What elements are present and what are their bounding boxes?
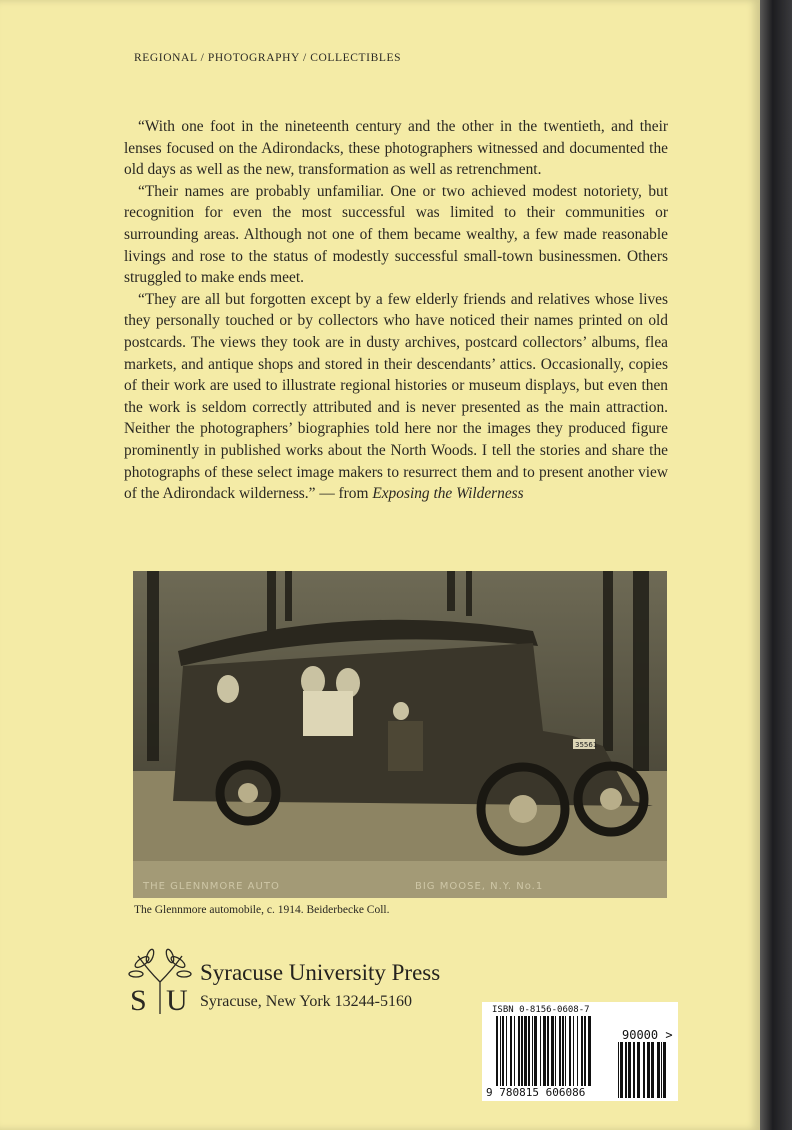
barcode-bar — [637, 1042, 640, 1098]
barcode-bar — [663, 1042, 666, 1098]
blurb-paragraph: “With one foot in the nineteenth century and the other in the twentieth, and their lenses focused on the Adirondacks, these photographers witnessed and documented the old days as well as the new, transformation as well as retrenchment. — [124, 118, 668, 179]
barcode-bar — [620, 1042, 623, 1098]
barcode-bar — [584, 1016, 586, 1086]
barcode-bar — [618, 1042, 619, 1098]
barcode-bar — [625, 1042, 627, 1098]
publisher-address: Syracuse, New York 13244-5160 — [200, 993, 412, 1010]
addon-number: 90000 > — [622, 1028, 673, 1042]
barcode-bar — [573, 1016, 574, 1086]
barcode-bar — [651, 1042, 654, 1098]
photo-inscription-left: THE GLENNMORE AUTO — [143, 881, 280, 892]
photo-caption: The Glennmore automobile, c. 1914. Beiderbecke Coll. — [134, 904, 390, 916]
barcode-bar — [528, 1016, 530, 1086]
barcode-bar — [581, 1016, 583, 1086]
barcode-bar — [518, 1016, 520, 1086]
addon-barcode-bars — [618, 1042, 668, 1098]
barcode-bar — [559, 1016, 561, 1086]
isbn-label: ISBN 0-8156-0608-7 — [492, 1005, 590, 1015]
barcode-bar — [540, 1016, 541, 1086]
ean-number: 9 780815 606086 — [486, 1086, 586, 1099]
blurb-text — [124, 116, 668, 505]
barcode-bar — [543, 1016, 546, 1086]
source-title: Exposing the Wilderness — [372, 485, 524, 503]
vintage-automobile-photo — [133, 571, 667, 898]
barcode-bar — [514, 1016, 515, 1086]
blurb-paragraph: “Their names are probably unfamiliar. One or two achieved modest notoriety, but recognition for even the most successful was limited to their communities or surrounding areas. Although not one of them became wealthy, a few made reasonable livings and rose to the status of modestly successful small-town businessmen. Others struggled to make ends meet. — [124, 182, 668, 287]
book-spine-edge — [760, 0, 792, 1130]
barcode-bar — [661, 1042, 662, 1098]
barcode-bar — [569, 1016, 571, 1086]
barcode-bar — [502, 1016, 504, 1086]
barcode-bar — [510, 1016, 512, 1086]
blurb-paragraph-text: “They are all but forgotten except by a few elderly friends and relatives whose lives they personally touched or by collectors who have noticed their names printed on old postcards. The views they took are in dusty archives, postcard collectors’ albums, flea markets, and antique shops and stored in their descendants’ attics. Occasionally, copies of their work are used to illustrate regional histories or museum displays, but even then the work is seldom correctly attributed and is never presented as the main attraction. Neither the photographers’ biographies told here nor the images they produced figure prominently in published works about the North Woods. I tell the stories and share the photographs of these select image makers to resurrect them and to present another view of the Adirondack wilderness.” — from — [124, 290, 668, 503]
barcode-bar — [577, 1016, 578, 1086]
barcode-bars — [496, 1016, 594, 1086]
barcode-bar — [657, 1042, 660, 1098]
barcode-bar — [532, 1016, 533, 1086]
isbn-barcode — [482, 1002, 678, 1101]
barcode-bar — [633, 1042, 635, 1098]
svg-text:U: U — [166, 984, 188, 1014]
barcode-bar — [534, 1016, 537, 1086]
barcode-bar — [628, 1042, 631, 1098]
publisher-name: Syracuse University Press — [200, 960, 441, 985]
barcode-bar — [555, 1016, 556, 1086]
blurb-paragraph — [124, 289, 668, 505]
barcode-bar — [562, 1016, 564, 1086]
photo-inscription-right: BIG MOOSE, N.Y. No.1 — [415, 881, 544, 892]
barcode-bar — [506, 1016, 507, 1086]
category-label: REGIONAL / PHOTOGRAPHY / COLLECTIBLES — [134, 52, 402, 64]
barcode-bar — [647, 1042, 650, 1098]
barcode-bar — [588, 1016, 591, 1086]
syracuse-university-press-logo — [128, 946, 192, 1014]
barcode-bar — [521, 1016, 523, 1086]
svg-text:S: S — [130, 984, 147, 1014]
barcode-bar — [500, 1016, 501, 1086]
license-plate: 35561 — [575, 741, 598, 749]
barcode-bar — [551, 1016, 554, 1086]
barcode-bar — [547, 1016, 549, 1086]
barcode-bar — [496, 1016, 498, 1086]
barcode-bar — [524, 1016, 527, 1086]
barcode-bar — [565, 1016, 566, 1086]
barcode-bar — [643, 1042, 645, 1098]
